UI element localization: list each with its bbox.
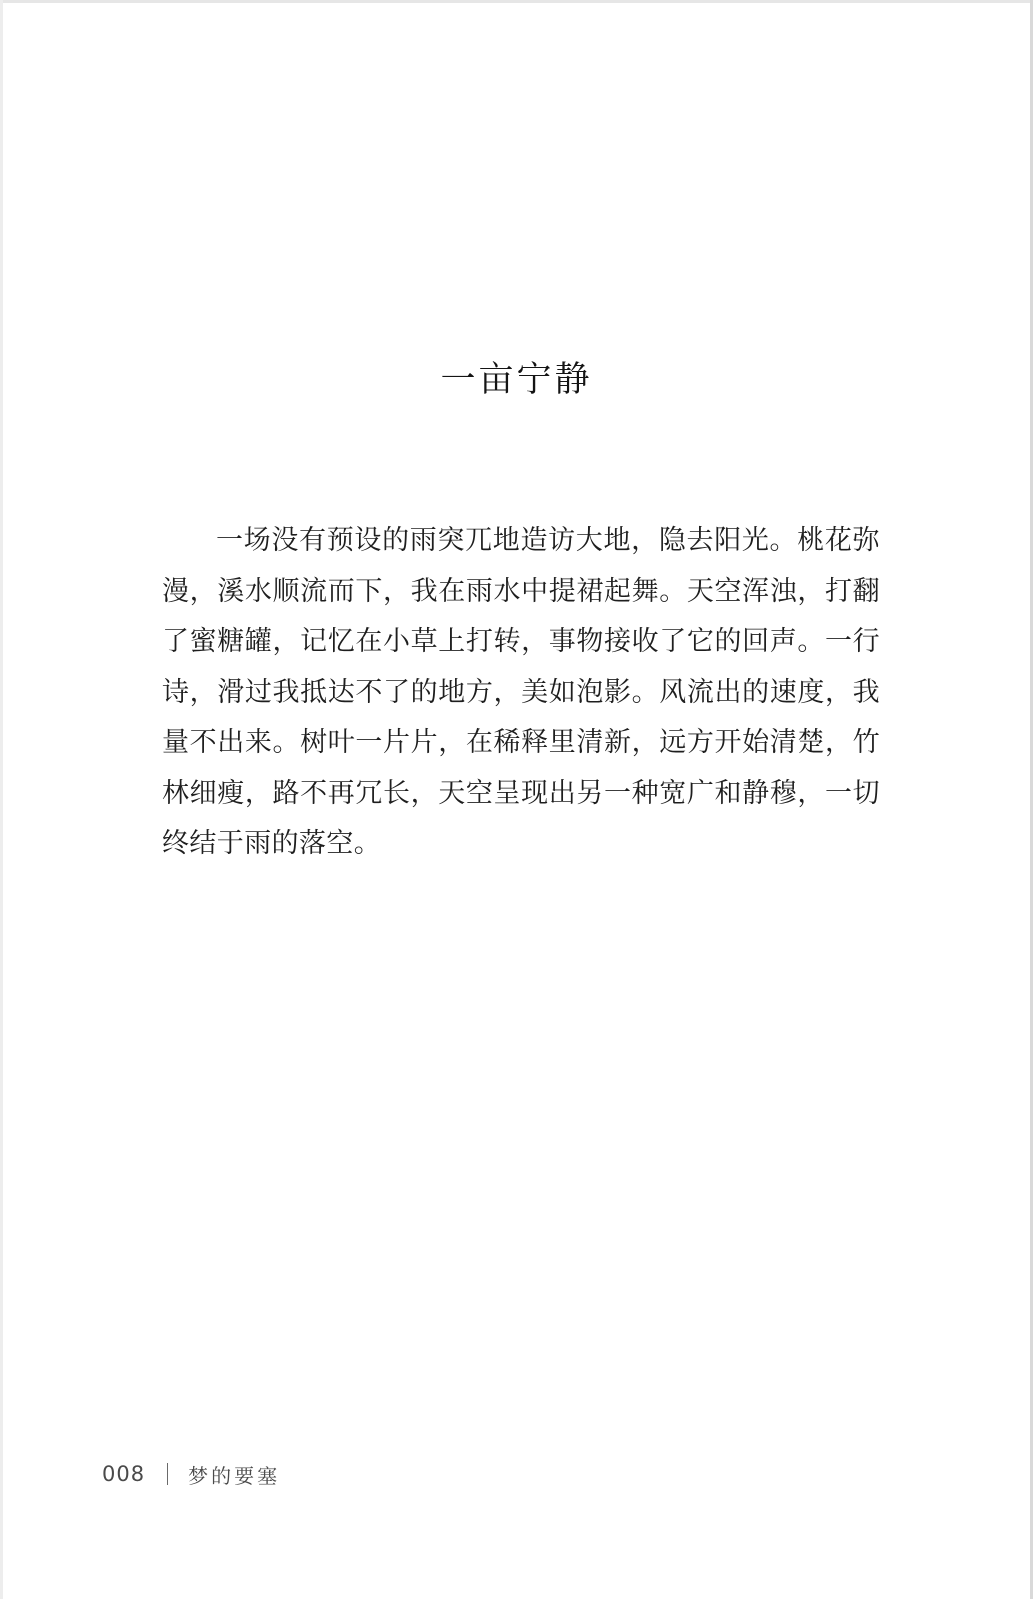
body-paragraph: 一场没有预设的雨突兀地造访大地，隐去阳光。桃花弥漫，溪水顺流而下，我在雨水中提裙起舞。天空浑浊，打翻了蜜糖罐，记忆在小草上打转，事物接收了它的回声。一行诗，滑过我抵达不了的地方，美如泡影。风流出的速度，我量不出来。树叶一片片，在稀释里清新，远方开始清楚，竹林细瘦，路不再冗长，天空呈现出另一种宽广和静穆，一切终结于雨的落空。 (162, 525, 880, 859)
page-number: 008 (102, 1462, 146, 1486)
running-book-title: 梦的要塞 (188, 1463, 281, 1488)
chapter-title: 一亩宁静 (440, 360, 593, 400)
page-edge-top (0, 0, 1033, 3)
footer-divider (167, 1463, 168, 1485)
page-edge-left (0, 0, 3, 1599)
page-footer (102, 1456, 280, 1492)
